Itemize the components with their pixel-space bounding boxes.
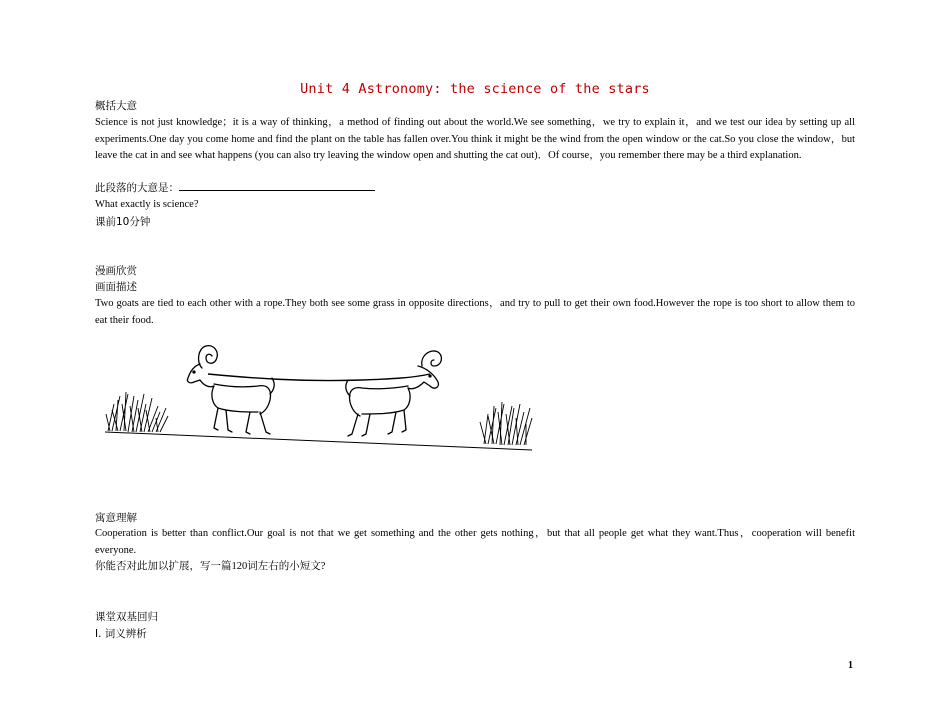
left-goat-front-legs <box>214 408 232 432</box>
summary-prompt-label: 此段落的大意是： <box>95 182 179 194</box>
page-title: Unit 4 Astronomy: the science of the stars <box>300 81 650 97</box>
answer-blank-line[interactable] <box>179 181 375 191</box>
left-goat-horn <box>199 346 218 368</box>
right-goat-eye <box>429 375 431 377</box>
meaning-paragraph: Cooperation is better than conflict.Our goal is not that we get something and the other gets nothing，but that all people get what they want.Thus，cooperation will benefit everyone. <box>95 528 855 556</box>
two-goats-illustration <box>100 334 540 454</box>
summary-heading: 概括大意 <box>95 100 137 112</box>
left-goat-belly <box>212 386 258 412</box>
left-goat-back-legs <box>246 412 270 434</box>
summary-paragraph: Science is not just knowledge；it is a way of thinking，a method of finding out about the world.We see something，we try to explain it，and we test our idea by setting up all experiments.One day you come home and find the plant on the table has fallen over.You think it might be the wind from the open window or the cat.So you close the window，but leave the cat in and see what happens (you can also try leaving the window open and shutting the cat out)．Of course，you remember there may be a third explanation. <box>95 117 855 162</box>
summary-prompt <box>95 181 375 195</box>
classroom-subheading: Ⅰ. 词义辨析 <box>95 628 147 640</box>
ground-line <box>105 432 532 450</box>
right-goat-belly <box>362 388 410 414</box>
science-question: What exactly is science? <box>95 199 199 210</box>
left-grass-tuft <box>106 392 168 432</box>
right-goat <box>346 351 442 436</box>
writing-prompt: 你能否对此加以扩展，写一篇120词左右的小短文? <box>95 561 326 572</box>
right-goat-front-legs <box>388 410 406 434</box>
section-heading-pre-class: 课前10分钟 <box>95 216 151 228</box>
left-goat-eye <box>193 371 195 373</box>
comic-description: Two goats are tied to each other with a rope.They both see some grass in opposite directions，and try to pull to get their own food.However the rope is too short to allow them to eat their food. <box>95 298 855 326</box>
comic-subheading: 画面描述 <box>95 281 137 293</box>
rope <box>208 374 430 381</box>
right-grass-tuft <box>480 402 532 445</box>
comic-heading: 漫画欣赏 <box>95 265 137 277</box>
page-number: 1 <box>848 660 853 671</box>
left-goat <box>187 346 274 434</box>
classroom-heading: 课堂双基回归 <box>95 611 158 623</box>
right-goat-back-legs <box>348 414 370 436</box>
right-goat-horn <box>422 351 442 366</box>
meaning-heading: 寓意理解 <box>95 512 137 524</box>
